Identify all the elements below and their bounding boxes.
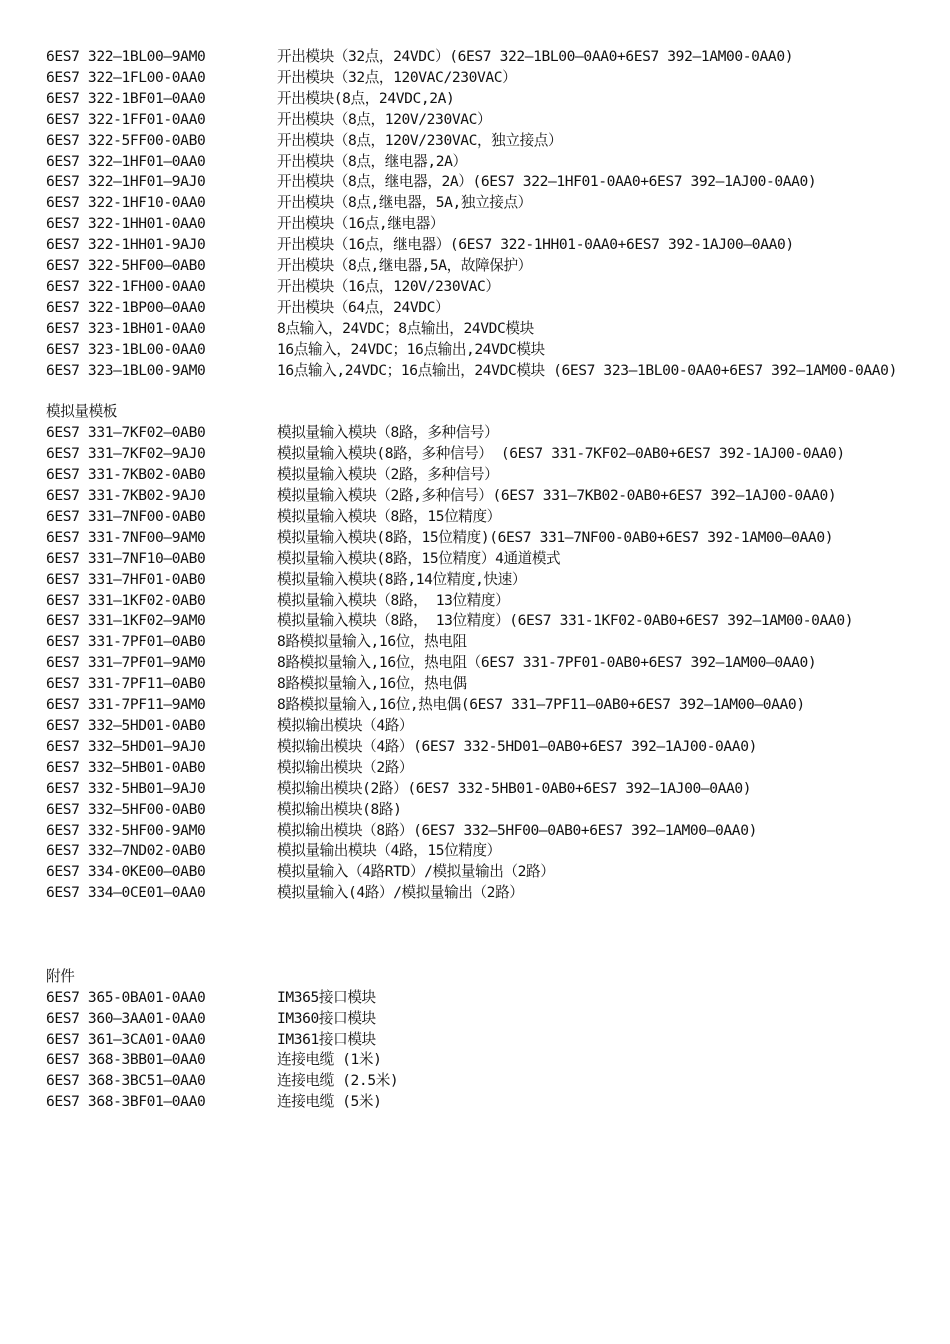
part-description: IM365接口模块 (277, 988, 376, 1006)
part-description: 模拟量输出模块（4路，15位精度） (277, 842, 501, 860)
part-number: 6ES7 322-1HH01-0AA0 (46, 215, 206, 233)
part-row (46, 779, 908, 800)
part-number: 6ES7 331-7KB02-9AJ0 (46, 487, 206, 505)
part-number: 6ES7 322—1HF01—9AJ0 (46, 173, 206, 191)
part-description: 模拟量输入(4路）/模拟量输出（2路） (277, 884, 524, 902)
part-number: 6ES7 322-5HF00—0AB0 (46, 257, 206, 275)
part-row (46, 193, 908, 214)
part-number: 6ES7 322-1HF10-0AA0 (46, 194, 206, 212)
part-description: 模拟输出模块(2路）(6ES7 332-5HB01-0AB0+6ES7 392—1AJ00—0AA0) (277, 779, 752, 797)
part-number: 6ES7 323-1BL00-0AA0 (46, 340, 206, 358)
part-row (46, 862, 908, 883)
part-description: IM360接口模块 (277, 1009, 376, 1027)
part-row (46, 110, 908, 131)
part-row (46, 361, 908, 382)
part-number: 6ES7 331—7KF02—9AJ0 (46, 445, 206, 463)
part-row (46, 841, 908, 862)
part-description: 模拟量输入模块（8路，15位精度） (277, 507, 501, 525)
part-number: 6ES7 331—7HF01-0AB0 (46, 570, 206, 588)
part-number: 6ES7 331—7KF02—0AB0 (46, 424, 206, 442)
part-description: 开出模块(8点，24VDC,2A) (277, 89, 455, 107)
part-row (46, 988, 908, 1009)
part-row (46, 800, 908, 821)
part-description: 开出模块（8点,继电器，5A,独立接点） (277, 194, 532, 212)
part-number: 6ES7 365-0BA01-0AA0 (46, 988, 206, 1006)
part-description: 8路模拟量输入,16位，热电阻 (277, 633, 467, 651)
part-row (46, 653, 908, 674)
part-row (46, 340, 908, 361)
part-description: 模拟量输入模块(8路,14位精度,快速） (277, 570, 527, 588)
section-gap (46, 904, 908, 967)
part-number: 6ES7 332—5HD01—9AJ0 (46, 737, 206, 755)
part-number: 6ES7 331—7NF10—0AB0 (46, 549, 206, 567)
part-description: 连接电缆 (2.5米) (277, 1072, 399, 1090)
part-number: 6ES7 331-7PF11—9AM0 (46, 696, 206, 714)
part-description: 开出模块（16点,继电器） (277, 215, 445, 233)
document-body (46, 47, 908, 1113)
part-row (46, 821, 908, 842)
accessories-section (46, 988, 908, 1113)
part-description: 16点输入,24VDC；16点输出，24VDC模块 (6ES7 323—1BL00-0AA0+6ES7 392—1AM00-0AA0) (277, 361, 897, 379)
part-description: 模拟量输入模块(8路，15位精度）4通道模式 (277, 549, 561, 567)
part-number: 6ES7 322-1FH00-0AA0 (46, 277, 206, 295)
part-description: 16点输入，24VDC；16点输出,24VDC模块 (277, 340, 545, 358)
part-row (46, 131, 908, 152)
part-number: 6ES7 331—1KF02-0AB0 (46, 591, 206, 609)
part-row (46, 152, 908, 173)
part-row (46, 47, 908, 68)
part-row (46, 1092, 908, 1113)
part-row (46, 611, 908, 632)
part-number: 6ES7 331-7KB02-0AB0 (46, 466, 206, 484)
part-number: 6ES7 331-7PF11—0AB0 (46, 675, 206, 693)
accessories-section-heading: 附件 (46, 967, 75, 985)
part-number: 6ES7 322-1BP00—0AA0 (46, 298, 206, 316)
part-description: 8点输入，24VDC；8点输出，24VDC模块 (277, 319, 534, 337)
part-description: 模拟量输入模块（2路,多种信号）(6ES7 331—7KB02-0AB0+6ES7 392—1AJ00-0AA0) (277, 487, 837, 505)
part-description: 模拟量输入模块(8路，15位精度)(6ES7 331—7NF00-0AB0+6ES7 392-1AM00—0AA0) (277, 528, 834, 546)
part-number: 6ES7 331—7PF01—9AM0 (46, 654, 206, 672)
part-number: 6ES7 322-1FF01-0AA0 (46, 110, 206, 128)
part-description: 模拟输出模块（4路） (277, 716, 414, 734)
part-row (46, 883, 908, 904)
part-row (46, 465, 908, 486)
analog-section-heading: 模拟量模板 (46, 403, 117, 421)
part-row (46, 1050, 908, 1071)
part-number: 6ES7 332—5HD01-0AB0 (46, 716, 206, 734)
part-description: 模拟输出模块（2路） (277, 758, 414, 776)
part-description: 开出模块（16点，120V/230VAC） (277, 277, 500, 295)
part-number: 6ES7 360—3AA01-0AA0 (46, 1009, 206, 1027)
part-description: 开出模块（16点，继电器）(6ES7 322-1HH01-0AA0+6ES7 392-1AJ00—0AA0) (277, 236, 794, 254)
part-description: 模拟量输入模块（2路，多种信号） (277, 466, 499, 484)
part-row (46, 674, 908, 695)
part-description: 连接电缆 (5米) (277, 1093, 382, 1111)
part-description: 开出模块（8点，继电器,2A） (277, 152, 467, 170)
part-row (46, 277, 908, 298)
part-number: 6ES7 334-0KE00—0AB0 (46, 863, 206, 881)
part-number: 6ES7 323—1BL00-9AM0 (46, 361, 206, 379)
part-row (46, 507, 908, 528)
part-description: 开出模块（32点，120VAC/230VAC） (277, 68, 517, 86)
part-description: 开出模块（32点，24VDC）(6ES7 322—1BL00—0AA0+6ES7 392—1AM00-0AA0) (277, 48, 794, 65)
part-row (46, 486, 908, 507)
part-description: 开出模块（8点，120V/230VAC，独立接点） (277, 131, 563, 149)
part-number: 6ES7 331-7NF00—9AM0 (46, 528, 206, 546)
part-row (46, 737, 908, 758)
part-description: 模拟输出模块（4路）(6ES7 332-5HD01—0AB0+6ES7 392—1AJ00-0AA0) (277, 737, 757, 755)
part-row (46, 1009, 908, 1030)
part-description: 模拟输出模块（8路）(6ES7 332—5HF00—0AB0+6ES7 392—1AM00—0AA0) (277, 821, 757, 839)
part-number: 6ES7 331—1KF02—9AM0 (46, 612, 206, 630)
part-row (46, 570, 908, 591)
part-row (46, 716, 908, 737)
part-number: 6ES7 322-1BF01—0AA0 (46, 89, 206, 107)
part-description: 8路模拟量输入,16位，热电阻（6ES7 331-7PF01-0AB0+6ES7 392—1AM00—0AA0) (277, 654, 817, 672)
part-description: 开出模块（8点，继电器，2A）(6ES7 322—1HF01-0AA0+6ES7 392—1AJ00-0AA0) (277, 173, 817, 191)
part-description: 模拟量输入模块（8路， 13位精度）(6ES7 331-1KF02-0AB0+6ES7 392—1AM00-0AA0) (277, 612, 854, 630)
part-description: 模拟量输入模块（8路，多种信号） (277, 424, 499, 442)
part-row (46, 1030, 908, 1051)
part-number: 6ES7 322—1FL00-0AA0 (46, 68, 206, 86)
part-row (46, 298, 908, 319)
part-description: 开出模块（8点,继电器,5A，故障保护） (277, 257, 532, 275)
part-number: 6ES7 332-5HB01—9AJ0 (46, 779, 206, 797)
section-gap (46, 382, 908, 403)
part-number: 6ES7 332—5HB01-0AB0 (46, 758, 206, 776)
part-number: 6ES7 331—7NF00-0AB0 (46, 507, 206, 525)
part-number: 6ES7 361—3CA01-0AA0 (46, 1030, 206, 1048)
part-row (46, 695, 908, 716)
part-description: 开出模块（8点，120V/230VAC） (277, 110, 492, 128)
part-number: 6ES7 332-5HF00-9AM0 (46, 821, 206, 839)
part-description: 连接电缆 (1米) (277, 1051, 382, 1069)
part-row (46, 549, 908, 570)
part-number: 6ES7 322-1HH01-9AJ0 (46, 236, 206, 254)
part-row (46, 591, 908, 612)
part-row (46, 528, 908, 549)
part-row (46, 256, 908, 277)
part-description: 模拟量输入（4路RTD）/模拟量输出（2路） (277, 863, 555, 881)
part-number: 6ES7 331-7PF01—0AB0 (46, 633, 206, 651)
part-number: 6ES7 368-3BF01—0AA0 (46, 1093, 206, 1111)
part-row (46, 423, 908, 444)
part-number: 6ES7 368-3BC51—0AA0 (46, 1072, 206, 1090)
part-row (46, 89, 908, 110)
part-number: 6ES7 368-3BB01—0AA0 (46, 1051, 206, 1069)
part-description: 模拟输出模块(8路) (277, 800, 402, 818)
part-row (46, 214, 908, 235)
part-number: 6ES7 334—0CE01—0AA0 (46, 884, 206, 902)
part-number: 6ES7 332—5HF00-0AB0 (46, 800, 206, 818)
part-row (46, 444, 908, 465)
part-row (46, 632, 908, 653)
part-number: 6ES7 322-5FF00-0AB0 (46, 131, 206, 149)
analog-section (46, 423, 908, 904)
part-number: 6ES7 332—7ND02-0AB0 (46, 842, 206, 860)
digital-output-section (46, 47, 908, 382)
part-description: 8路模拟量输入,16位，热电偶 (277, 675, 467, 693)
part-row (46, 758, 908, 779)
part-row (46, 1071, 908, 1092)
part-number: 6ES7 323-1BH01-0AA0 (46, 319, 206, 337)
part-number: 6ES7 322—1BL00—9AM0 (46, 48, 206, 65)
part-description: 模拟量输入模块（8路， 13位精度） (277, 591, 510, 609)
part-description: 开出模块（64点，24VDC） (277, 298, 450, 316)
part-description: 模拟量输入模块(8路，多种信号） (6ES7 331-7KF02—0AB0+6ES7 392-1AJ00-0AA0) (277, 445, 845, 463)
part-row (46, 235, 908, 256)
part-row (46, 319, 908, 340)
part-row (46, 172, 908, 193)
part-description: IM361接口模块 (277, 1030, 376, 1048)
part-description: 8路模拟量输入,16位,热电偶(6ES7 331—7PF11—0AB0+6ES7 392—1AM00—0AA0) (277, 696, 805, 714)
part-number: 6ES7 322—1HF01—0AA0 (46, 152, 206, 170)
part-row (46, 68, 908, 89)
